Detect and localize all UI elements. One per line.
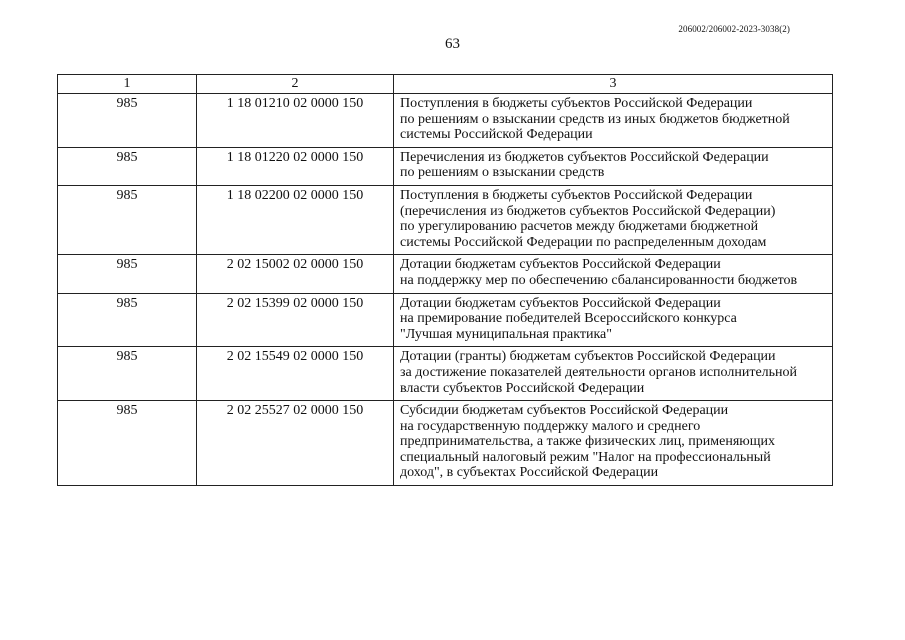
description-line: Дотации бюджетам субъектов Российской Федерации xyxy=(400,295,721,311)
admin-code-cell: 985 xyxy=(58,94,197,148)
admin-code-cell: 985 xyxy=(58,255,197,293)
description-line: (перечисления из бюджетов субъектов Российской Федерации) xyxy=(400,203,776,219)
table-row xyxy=(58,293,833,347)
budget-classification-code-cell: 1 18 02200 02 0000 150 xyxy=(197,185,394,254)
description-line: Дотации бюджетам субъектов Российской Федерации xyxy=(400,257,721,273)
description-line: по решениям о взыскании средств xyxy=(400,165,605,181)
table-row xyxy=(58,401,833,486)
budget-classification-code-cell: 2 02 25527 02 0000 150 xyxy=(197,401,394,486)
admin-code-cell: 985 xyxy=(58,185,197,254)
revenue-description-cell xyxy=(394,255,833,293)
revenue-description-cell xyxy=(394,185,833,254)
budget-codes-table xyxy=(57,74,833,486)
description-line: Поступления в бюджеты субъектов Российской Федерации xyxy=(400,96,753,111)
budget-classification-code-cell: 1 18 01220 02 0000 150 xyxy=(197,147,394,185)
description-line: по решениям о взыскании средств из иных бюджетов бюджетной xyxy=(400,111,790,127)
description-line: "Лучшая муниципальная практика" xyxy=(400,326,612,342)
revenue-description-cell xyxy=(394,293,833,347)
column-header-1: 1 xyxy=(58,75,197,94)
page-number: 63 xyxy=(445,36,460,52)
admin-code-cell: 985 xyxy=(58,293,197,347)
description-line: Поступления в бюджеты субъектов Российской Федерации xyxy=(400,187,753,203)
budget-classification-code-cell: 2 02 15399 02 0000 150 xyxy=(197,293,394,347)
budget-classification-code-cell: 2 02 15549 02 0000 150 xyxy=(197,347,394,401)
description-line: по урегулированию расчетов между бюджетами бюджетной xyxy=(400,219,759,235)
budget-classification-code-cell: 2 02 15002 02 0000 150 xyxy=(197,255,394,293)
description-line: Перечисления из бюджетов субъектов Российской Федерации xyxy=(400,149,769,165)
description-line: власти субъектов Российской Федерации xyxy=(400,380,645,396)
column-header-2: 2 xyxy=(197,75,394,94)
description-line: системы Российской Федерации xyxy=(400,127,593,143)
document-id: 206002/206002-2023-3038(2) xyxy=(678,24,790,34)
description-line: на поддержку мер по обеспечению сбалансированности бюджетов xyxy=(400,272,798,288)
budget-classification-code-cell: 1 18 01210 02 0000 150 xyxy=(197,94,394,148)
table-row xyxy=(58,147,833,185)
revenue-description-cell xyxy=(394,94,833,148)
description-line: Дотации (гранты) бюджетам субъектов Российской Федерации xyxy=(400,349,776,365)
table-header-row xyxy=(58,75,833,94)
description-line: за достижение показателей деятельности органов исполнительной xyxy=(400,364,798,380)
description-line: доход", в субъектах Российской Федерации xyxy=(400,465,659,481)
description-line: на государственную поддержку малого и среднего xyxy=(400,418,701,434)
admin-code-cell: 985 xyxy=(58,347,197,401)
table-row xyxy=(58,255,833,293)
description-line: предпринимательства, а также физических лиц, применяющих xyxy=(400,434,776,450)
column-header-3: 3 xyxy=(394,75,833,94)
description-line: специальный налоговый режим "Налог на профессиональный xyxy=(400,449,771,465)
revenue-description-cell xyxy=(394,401,833,486)
description-line: системы Российской Федерации по распределенным доходам xyxy=(400,234,767,250)
description-line: Субсидии бюджетам субъектов Российской Федерации xyxy=(400,403,729,419)
table-row xyxy=(58,347,833,401)
table-row xyxy=(58,94,833,148)
revenue-description-cell xyxy=(394,347,833,401)
table-row xyxy=(58,185,833,254)
description-line: на премирование победителей Всероссийского конкурса xyxy=(400,311,737,327)
table-body xyxy=(58,94,833,486)
admin-code-cell: 985 xyxy=(58,147,197,185)
revenue-description-cell xyxy=(394,147,833,185)
admin-code-cell: 985 xyxy=(58,401,197,486)
